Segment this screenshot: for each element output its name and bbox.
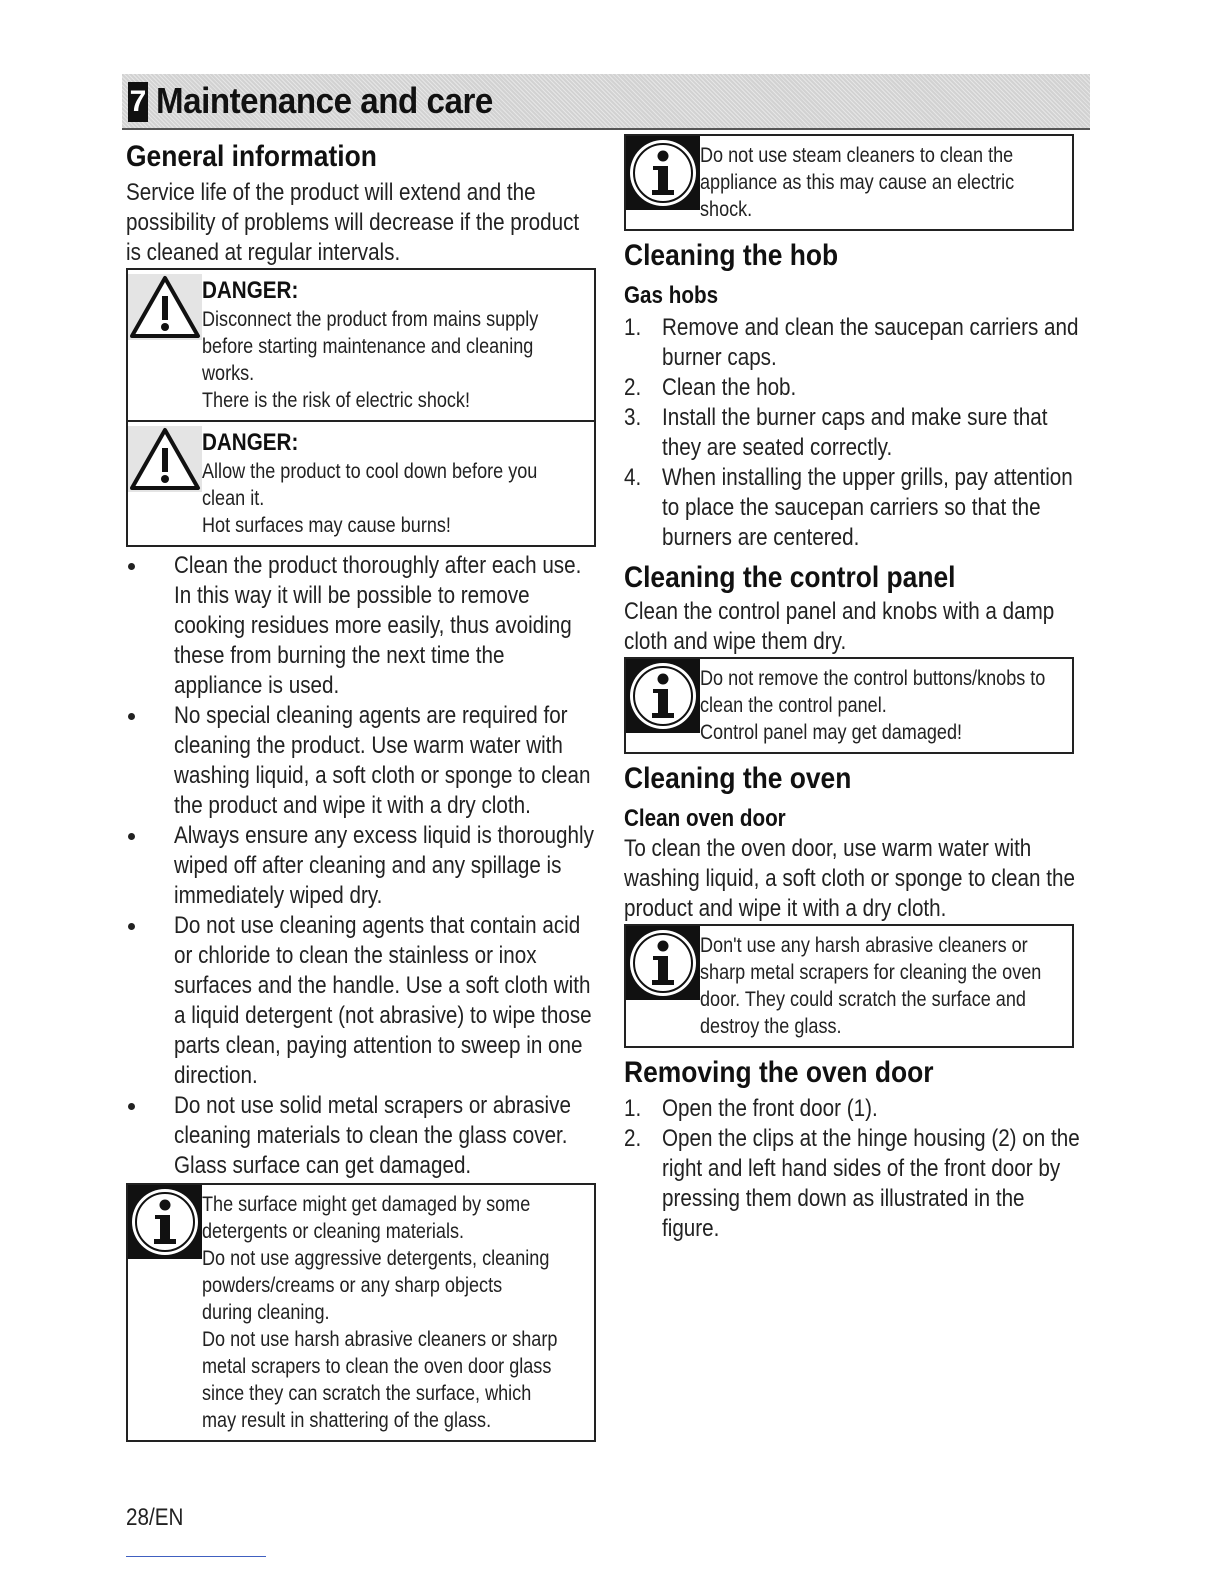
page-number: 28/EN xyxy=(126,1504,184,1531)
info-box-panel xyxy=(624,657,1074,754)
info-icon xyxy=(626,659,700,733)
list-item: No special cleaning agents are required for cleaning the product. Use warm water with washing liquid, a soft cloth or sponge to clean the product and wipe it with a dry cloth. xyxy=(126,701,596,821)
info-line: appliance as this may cause an electric xyxy=(700,171,1015,194)
info-icon xyxy=(626,926,700,1000)
chapter-header xyxy=(122,74,1090,130)
gas-hobs-subheading: Gas hobs xyxy=(624,282,719,309)
danger-line: There is the risk of electric shock! xyxy=(202,389,470,412)
danger-title: DANGER: xyxy=(202,277,299,304)
danger-line: Hot surfaces may cause burns! xyxy=(202,514,451,537)
clean-oven-door-subheading: Clean oven door xyxy=(624,805,786,832)
oven-text: To clean the oven door, use warm water with washing liquid, a soft cloth or sponge to clean the product and wipe it with a dry cloth. xyxy=(624,835,1075,922)
danger-line: Disconnect the product from mains supply xyxy=(202,308,539,331)
danger-box-hot xyxy=(126,421,596,547)
list-item: Clean the product thoroughly after each use. In this way it will be possible to remove cooking residues more easily, thus avoiding these from burning the next time the appliance is used. xyxy=(126,551,596,701)
info-line: may result in shattering of the glass. xyxy=(202,1409,492,1432)
general-info-text: Service life of the product will extend and the possibility of problems will decrease if the product is cleaned at regular intervals. xyxy=(126,179,580,266)
info-line: Do not use aggressive detergents, cleaning xyxy=(202,1247,550,1270)
danger-box-electric xyxy=(126,268,596,421)
danger-line: before starting maintenance and cleaning xyxy=(202,335,534,358)
general-info-heading: General information xyxy=(126,140,377,173)
info-line: since they can scratch the surface, which xyxy=(202,1382,532,1405)
removing-door-heading: Removing the oven door xyxy=(624,1056,934,1089)
list-item: 1. Remove and clean the saucepan carriers and burner caps. xyxy=(624,314,1079,371)
cleaning-tips-list xyxy=(126,551,596,1181)
info-line: detergents or cleaning materials. xyxy=(202,1220,465,1243)
list-item: 2. Clean the hob. xyxy=(624,374,797,401)
footer-divider xyxy=(126,1556,266,1557)
info-box-oven xyxy=(624,924,1074,1048)
info-line: door. They could scratch the surface and xyxy=(700,988,1026,1011)
warning-triangle-icon xyxy=(128,274,202,344)
door-steps-list xyxy=(624,1094,1084,1244)
panel-text: Clean the control panel and knobs with a damp cloth and wipe them dry. xyxy=(624,598,1055,655)
info-line: Do not remove the control buttons/knobs to xyxy=(700,667,1046,690)
info-icon xyxy=(128,1185,202,1259)
cleaning-panel-heading: Cleaning the control panel xyxy=(624,561,956,594)
info-line: Do not use harsh abrasive cleaners or sharp xyxy=(202,1328,558,1351)
list-item: 2. Open the clips at the hinge housing (2) on the right and left hand sides of the front door by pressing them down as illustrated in the figure. xyxy=(624,1125,1080,1242)
left-column xyxy=(126,138,596,1442)
cleaning-hob-heading: Cleaning the hob xyxy=(624,239,839,272)
danger-line: works. xyxy=(202,362,255,385)
danger-line: Allow the product to cool down before you xyxy=(202,460,538,483)
info-line: during cleaning. xyxy=(202,1301,330,1324)
info-line: Control panel may get damaged! xyxy=(700,721,963,744)
info-box-steam xyxy=(624,134,1074,231)
right-column xyxy=(624,134,1084,1244)
danger-line: clean it. xyxy=(202,487,265,510)
info-line: destroy the glass. xyxy=(700,1015,842,1038)
chapter-number: 7 xyxy=(128,82,148,122)
info-box-surface xyxy=(126,1183,596,1442)
info-line: Do not use steam cleaners to clean the xyxy=(700,144,1014,167)
danger-title: DANGER: xyxy=(202,429,299,456)
info-icon xyxy=(626,136,700,210)
chapter-title: Maintenance and care xyxy=(156,80,493,121)
warning-triangle-icon xyxy=(128,426,202,496)
info-line: Don't use any harsh abrasive cleaners or xyxy=(700,934,1028,957)
list-item: 1. Open the front door (1). xyxy=(624,1095,878,1122)
list-item: 3. Install the burner caps and make sure that they are seated correctly. xyxy=(624,404,1048,461)
list-item: Always ensure any excess liquid is thoroughly wiped off after cleaning and any spillage is immediately wiped dry. xyxy=(126,821,596,911)
hob-steps-list xyxy=(624,313,1084,553)
info-line: The surface might get damaged by some xyxy=(202,1193,531,1216)
info-line: shock. xyxy=(700,198,753,221)
list-item: Do not use cleaning agents that contain acid or chloride to clean the stainless or inox surfaces and the handle. Use a soft cloth with a liquid detergent (not abrasive) to wipe those parts clean, paying attention to sweep in one direction. xyxy=(126,911,596,1091)
info-line: clean the control panel. xyxy=(700,694,887,717)
cleaning-oven-heading: Cleaning the oven xyxy=(624,762,852,795)
info-line: sharp metal scrapers for cleaning the oven xyxy=(700,961,1042,984)
info-line: metal scrapers to clean the oven door glass xyxy=(202,1355,552,1378)
list-item: 4. When installing the upper grills, pay attention to place the saucepan carriers so that the burners are centered. xyxy=(624,464,1073,551)
info-line: powders/creams or any sharp objects xyxy=(202,1274,503,1297)
list-item: Do not use solid metal scrapers or abrasive cleaning materials to clean the glass cover. Glass surface can get damaged. xyxy=(126,1091,596,1181)
